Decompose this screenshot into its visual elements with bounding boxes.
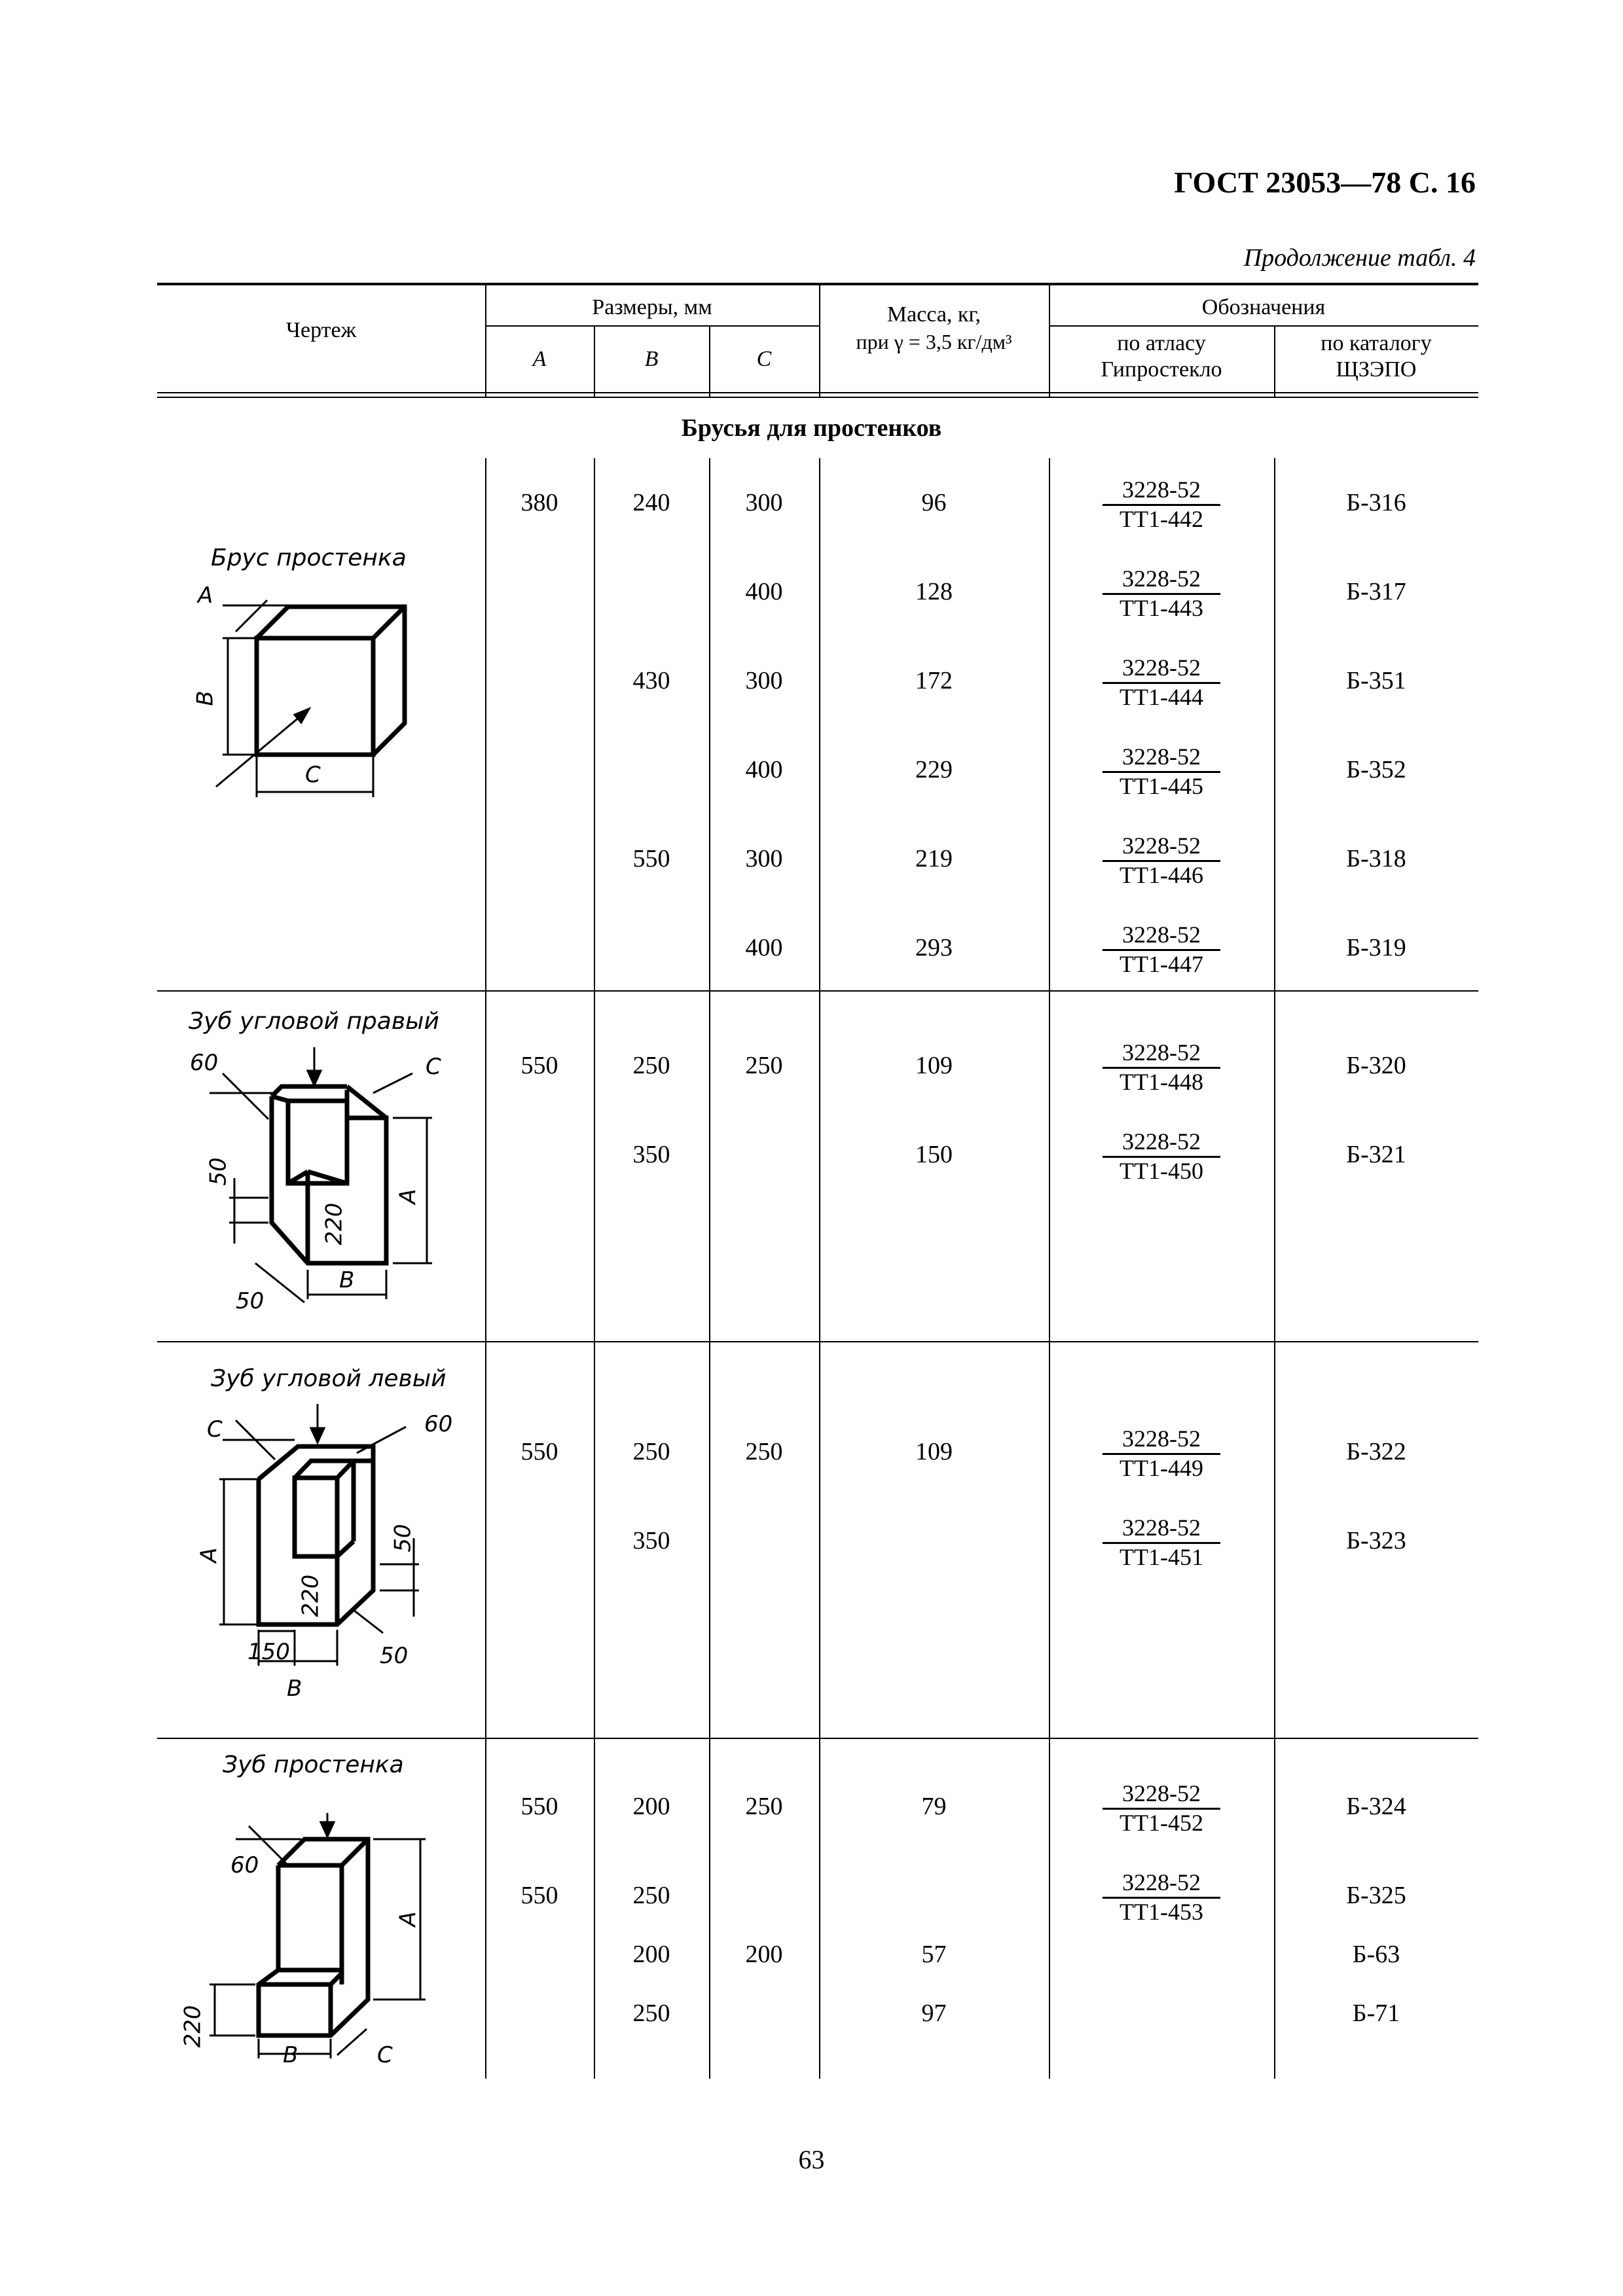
zub-right-top-left — [272, 1086, 347, 1096]
header-dimensions: Размеры, мм — [592, 295, 712, 319]
cell-c: 400 — [745, 578, 783, 605]
cell-catalog: Б-324 — [1346, 1793, 1406, 1820]
cell-catalog: Б-71 — [1352, 2000, 1400, 2027]
cell-b: 250 — [632, 2000, 670, 2027]
atlas-numerator: 3228-52 — [1122, 1869, 1201, 1895]
view-arrow-line — [216, 710, 308, 787]
cell-mass: 96 — [921, 489, 947, 516]
section-title: Брусья для простенков — [681, 414, 942, 442]
body-col-divider-5 — [1049, 458, 1050, 2079]
brus-drawing — [196, 576, 406, 812]
cell-b: 350 — [632, 1527, 670, 1554]
zub-right-drawing — [196, 1047, 458, 1322]
cell-atlas — [1096, 744, 1227, 799]
cell-catalog: Б-323 — [1346, 1527, 1406, 1554]
zub-left-label-50a: 50 — [390, 1524, 416, 1552]
group-separator-2 — [157, 1341, 1478, 1342]
zub-right-label-50b: 50 — [236, 1288, 264, 1314]
zub-right-label-220: 220 — [321, 1202, 348, 1246]
cell-mass: 57 — [921, 1941, 947, 1968]
zub-left-label-a: A — [196, 1547, 223, 1563]
atlas-numerator: 3228-52 — [1122, 1426, 1201, 1452]
cell-atlas — [1096, 833, 1227, 888]
cell-catalog: Б-320 — [1346, 1052, 1406, 1079]
atlas-denominator: ТТ1-446 — [1120, 862, 1203, 888]
header-catalog-line2: ЩЗЭПО — [1336, 357, 1417, 382]
drawing-title-brus: Брус простенка — [211, 545, 407, 571]
cell-atlas — [1096, 1128, 1227, 1184]
header-designations: Обозначения — [1201, 295, 1326, 319]
zub-prostenka-label-c: C — [377, 2042, 393, 2068]
atlas-denominator: ТТ1-449 — [1120, 1455, 1203, 1481]
header-mass-line2: при γ = 3,5 кг/дм³ — [856, 330, 1012, 353]
cell-mass: 97 — [921, 2000, 947, 2027]
brus-top-edge — [373, 607, 405, 638]
zub-prostenka-label-60: 60 — [230, 1852, 259, 1878]
drawing-title-zub-left: Зуб угловой левый — [211, 1365, 447, 1392]
cell-c: 300 — [745, 489, 783, 516]
atlas-numerator: 3228-52 — [1122, 1039, 1201, 1066]
cell-b: 430 — [632, 667, 670, 694]
body-col-divider-4 — [819, 458, 820, 2079]
body-col-divider-6 — [1274, 458, 1275, 2079]
body-col-divider-3 — [709, 458, 710, 2079]
cell-c: 250 — [745, 1793, 783, 1820]
dim-60-line — [223, 1073, 268, 1119]
zub-left-label-150: 150 — [247, 1639, 290, 1665]
cell-atlas — [1096, 922, 1227, 977]
zub-right-label-50a: 50 — [205, 1157, 232, 1186]
cell-b: 250 — [632, 1882, 670, 1909]
header-atlas-line2: Гипростекло — [1101, 357, 1222, 382]
zub-right-top-right — [347, 1086, 386, 1118]
zub-left-drawing — [196, 1401, 458, 1721]
atlas-denominator: ТТ1-451 — [1120, 1544, 1203, 1570]
cell-atlas — [1096, 655, 1227, 710]
cell-catalog: Б-317 — [1346, 578, 1406, 605]
brus-label-b: B — [192, 691, 219, 706]
cell-mass: 109 — [915, 1438, 953, 1465]
cell-a: 380 — [520, 489, 558, 516]
atlas-denominator: ТТ1-443 — [1120, 595, 1203, 621]
atlas-denominator: ТТ1-450 — [1120, 1158, 1203, 1184]
cell-c: 300 — [745, 845, 783, 872]
header-atlas-line1: по атласу — [1117, 331, 1206, 355]
cell-atlas — [1096, 476, 1227, 532]
dims-subheader-rule — [485, 325, 819, 327]
header-col-b: B — [644, 347, 659, 371]
zub-right-label-b: B — [339, 1267, 355, 1293]
designations-subheader-rule — [1049, 325, 1478, 327]
dim-c-line — [373, 1073, 412, 1093]
brus-label-c: C — [305, 762, 321, 788]
atlas-denominator: ТТ1-445 — [1120, 773, 1203, 799]
body-col-divider-2 — [594, 458, 595, 2079]
header-col-a: A — [532, 347, 547, 371]
zub-right-label-60: 60 — [190, 1050, 219, 1076]
cell-mass: 219 — [915, 845, 953, 872]
table-continuation-note: Продолжение табл. 4 — [1243, 244, 1476, 272]
cell-mass: 150 — [915, 1141, 953, 1168]
cell-catalog: Б-63 — [1352, 1941, 1400, 1968]
cell-atlas — [1096, 1039, 1227, 1095]
cell-catalog: Б-352 — [1346, 756, 1406, 783]
cell-catalog: Б-321 — [1346, 1141, 1406, 1168]
cell-mass: 79 — [921, 1793, 947, 1820]
header-bottom-rule-1 — [157, 392, 1478, 393]
cell-catalog: Б-325 — [1346, 1882, 1406, 1909]
cell-mass: 128 — [915, 578, 953, 605]
atlas-denominator: ТТ1-448 — [1120, 1069, 1203, 1095]
cell-atlas — [1096, 1780, 1227, 1836]
atlas-numerator: 3228-52 — [1122, 922, 1201, 948]
atlas-denominator: ТТ1-447 — [1120, 951, 1203, 977]
cell-c: 200 — [745, 1941, 783, 1968]
cell-catalog: Б-318 — [1346, 845, 1406, 872]
cell-c: 400 — [745, 756, 783, 783]
cell-mass: 172 — [915, 667, 953, 694]
cell-b: 200 — [632, 1941, 670, 1968]
cell-b: 240 — [632, 489, 670, 516]
body-col-divider-1 — [485, 458, 486, 2079]
atlas-numerator: 3228-52 — [1122, 1515, 1201, 1541]
group-separator-1 — [157, 990, 1478, 992]
atlas-numerator: 3228-52 — [1122, 655, 1201, 681]
cell-mass: 229 — [915, 756, 953, 783]
cell-mass: 293 — [915, 934, 953, 961]
header-bottom-rule-2 — [157, 397, 1478, 398]
cell-atlas — [1096, 1426, 1227, 1481]
cell-c: 250 — [745, 1438, 783, 1465]
cell-c: 400 — [745, 934, 783, 961]
atlas-numerator: 3228-52 — [1122, 833, 1201, 859]
cell-b: 350 — [632, 1141, 670, 1168]
cell-a: 550 — [520, 1052, 558, 1079]
zub-prostenka-label-220: 220 — [179, 2005, 206, 2048]
zub-prostenka-outline — [259, 1839, 368, 2036]
zub-left-label-220: 220 — [297, 1574, 324, 1617]
cell-catalog: Б-319 — [1346, 934, 1406, 961]
cell-b: 250 — [632, 1438, 670, 1465]
header-drawing: Чертеж — [285, 318, 357, 342]
atlas-denominator: ТТ1-452 — [1120, 1810, 1203, 1836]
table-top-rule — [157, 283, 1478, 285]
zub-left-slot — [295, 1478, 337, 1556]
header-col-c: C — [756, 347, 772, 371]
cell-atlas — [1096, 565, 1227, 621]
brus-label-a: A — [198, 583, 213, 609]
zub-prostenka-label-a: A — [395, 1911, 422, 1927]
cell-b: 250 — [632, 1052, 670, 1079]
atlas-denominator: ТТ1-453 — [1120, 1899, 1203, 1925]
atlas-denominator: ТТ1-442 — [1120, 506, 1203, 532]
drawing-title-zub-prostenka: Зуб простенка — [223, 1751, 404, 1778]
header-catalog-line1: по каталогу — [1321, 331, 1432, 355]
cell-a: 550 — [520, 1882, 558, 1909]
atlas-denominator: ТТ1-444 — [1120, 684, 1203, 710]
atlas-numerator: 3228-52 — [1122, 565, 1201, 592]
zub-right-label-a: A — [395, 1189, 422, 1204]
zub-prostenka-label-b: B — [283, 2042, 299, 2068]
load-arrow-head — [308, 1071, 321, 1085]
cell-b: 200 — [632, 1793, 670, 1820]
cell-catalog: Б-351 — [1346, 667, 1406, 694]
drawing-title-zub-right: Зуб угловой правый — [189, 1008, 439, 1035]
zub-left-label-c: C — [207, 1416, 223, 1443]
cell-atlas — [1096, 1515, 1227, 1570]
zub-right-slot — [288, 1101, 347, 1183]
cell-mass: 109 — [915, 1052, 953, 1079]
standard-designation: ГОСТ 23053—78 С. 16 — [1174, 166, 1476, 199]
cell-b: 550 — [632, 845, 670, 872]
zub-right-label-c: C — [426, 1054, 441, 1080]
cell-atlas — [1096, 1869, 1227, 1925]
cell-c: 300 — [745, 667, 783, 694]
zub-left-label-60: 60 — [424, 1411, 453, 1437]
cell-c: 250 — [745, 1052, 783, 1079]
atlas-numerator: 3228-52 — [1122, 1128, 1201, 1155]
cell-catalog: Б-322 — [1346, 1438, 1406, 1465]
header-mass-line1: Масса, кг, — [886, 302, 981, 327]
zub-left-label-b: B — [287, 1676, 302, 1702]
cell-a: 550 — [520, 1438, 558, 1465]
page-number: 63 — [798, 2145, 825, 2174]
cell-a: 550 — [520, 1793, 558, 1820]
atlas-numerator: 3228-52 — [1122, 476, 1201, 503]
atlas-numerator: 3228-52 — [1122, 1780, 1201, 1806]
atlas-numerator: 3228-52 — [1122, 744, 1201, 770]
cell-catalog: Б-316 — [1346, 489, 1406, 516]
zub-left-label-50b: 50 — [380, 1643, 409, 1669]
group-separator-3 — [157, 1738, 1478, 1739]
